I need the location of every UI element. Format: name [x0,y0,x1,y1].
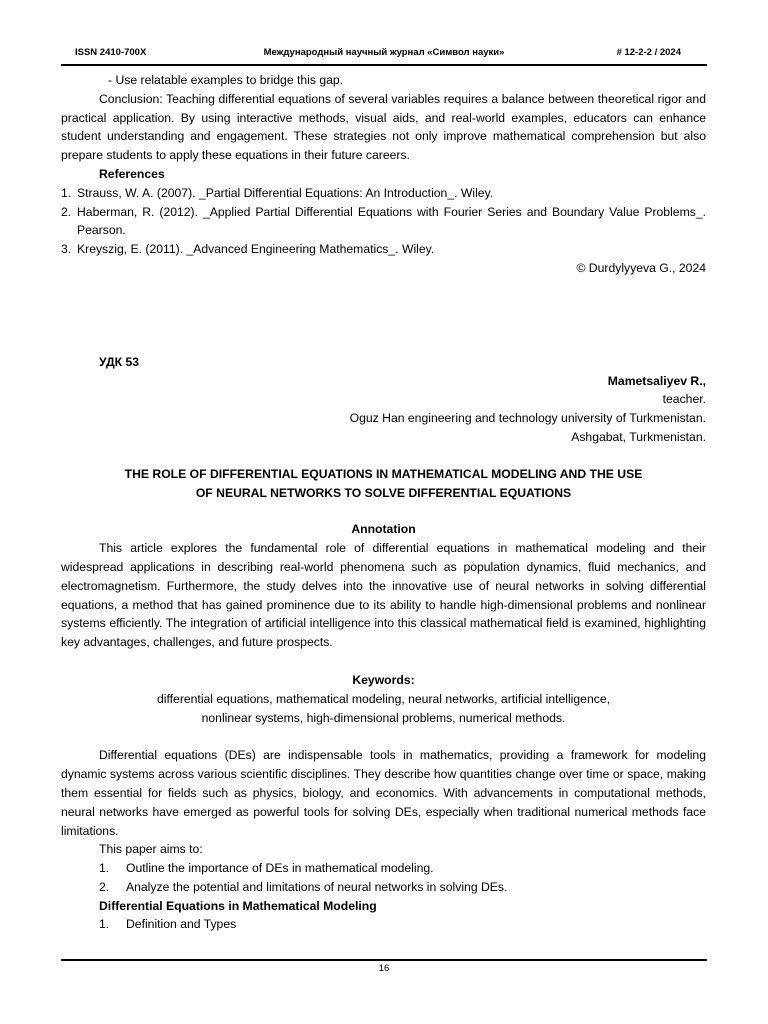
author-position: teacher. [662,392,706,407]
list-number: 2. [99,879,110,894]
page-number: 16 [378,963,390,974]
keywords-line-2: nonlinear systems, high-dimensional problems, numerical methods. [201,710,566,725]
header-rule [61,64,707,66]
aims-intro: This paper aims to: [99,842,203,857]
reference-text: Kreyszig, E. (2011). _Advanced Engineering Mathematics_. Wiley. [77,242,435,257]
issn: ISSN 2410-700X [75,47,147,58]
keywords-heading: Keywords: [352,672,415,687]
udk-code: УДК 53 [99,354,140,369]
issue-number: # 12-2-2 / 2024 [616,47,681,58]
bullet-item: - Use relatable examples to bridge this gap. [108,73,344,87]
reference-item [61,184,706,203]
annotation-paragraph: This article explores the fundamental role of differential equations in mathematical modeling and their widespread applications in describing real-world phenomena such as population dynamics, fluid mechanics, and electromagnetism. Furthermore, the study delves into the innovative use of neural networks in solving differential equations, a method that has gained prominence due to its ability to handle high-dimensional problems and nonlinear systems efficiently. The integration of artificial intelligence into this classical mathematical field is examined, highlighting key advantages, challenges, and future prospects. [61,541,706,650]
keywords-line-1: differential equations, mathematical modeling, neural networks, artificial intelligence, [157,691,610,706]
reference-item [61,203,706,241]
subsection-item [61,915,706,934]
reference-item [61,240,706,259]
journal-page [61,0,707,1024]
journal-title: Международный научный журнал «Символ науки» [263,47,505,58]
author-city: Ashgabat, Turkmenistan. [571,429,706,444]
reference-text: Haberman, R. (2012). _Applied Partial Differential Equations with Fourier Series and Boundary Value Problems_. Pearson. [77,204,706,238]
author-affiliation: Oguz Han engineering and technology university of Turkmenistan. [349,411,706,426]
running-header [61,47,707,61]
annotation-heading: Annotation [351,522,416,537]
list-text: Analyze the potential and limitations of neural networks in solving DEs. [126,879,508,894]
intro-paragraph: Differential equations (DEs) are indispensable tools in mathematics, providing a framework for modeling dynamic systems across various scientific disciplines. They describe how quantities change over time or space, making them essential for fields such as physics, biology, and economics. With advancements in computational methods, neural networks have emerged as powerful tools for solving DEs, especially when traditional numerical methods face limitations. [61,748,706,838]
aims-list-item [61,878,706,897]
list-text: Outline the importance of DEs in mathematical modeling. [126,861,434,876]
list-number: 1. [99,861,110,876]
copyright: © Durdylyyeva G., 2024 [576,260,706,275]
footer-rule [61,959,707,961]
aims-list-item [61,859,706,878]
reference-text: Strauss, W. A. (2007). _Partial Differential Equations: An Introduction_. Wiley. [77,185,494,200]
article-title-line-2: OF NEURAL NETWORKS TO SOLVE DIFFERENTIAL EQUATIONS [195,485,572,500]
section-heading: Differential Equations in Mathematical Modeling [99,898,377,913]
conclusion-paragraph: Conclusion: Teaching differential equations of several variables requires a balance between theoretical rigor and practical application. By using interactive methods, visual aids, and real-world examples, educators can enhance student understanding and engagement. These strategies not only improve mathematical comprehension but also prepare students to apply these equations in their future careers. [61,91,706,163]
page-content [61,71,706,934]
reference-number: 2. [61,204,72,219]
list-number: 1. [99,917,110,932]
author-name: Mametsaliyev R., [607,373,706,388]
reference-number: 3. [61,242,72,257]
references-heading: References [99,166,165,181]
article-title-line-1: THE ROLE OF DIFFERENTIAL EQUATIONS IN MATHEMATICAL MODELING AND THE USE [124,466,643,481]
list-text: Definition and Types [126,917,237,932]
reference-number: 1. [61,185,72,200]
